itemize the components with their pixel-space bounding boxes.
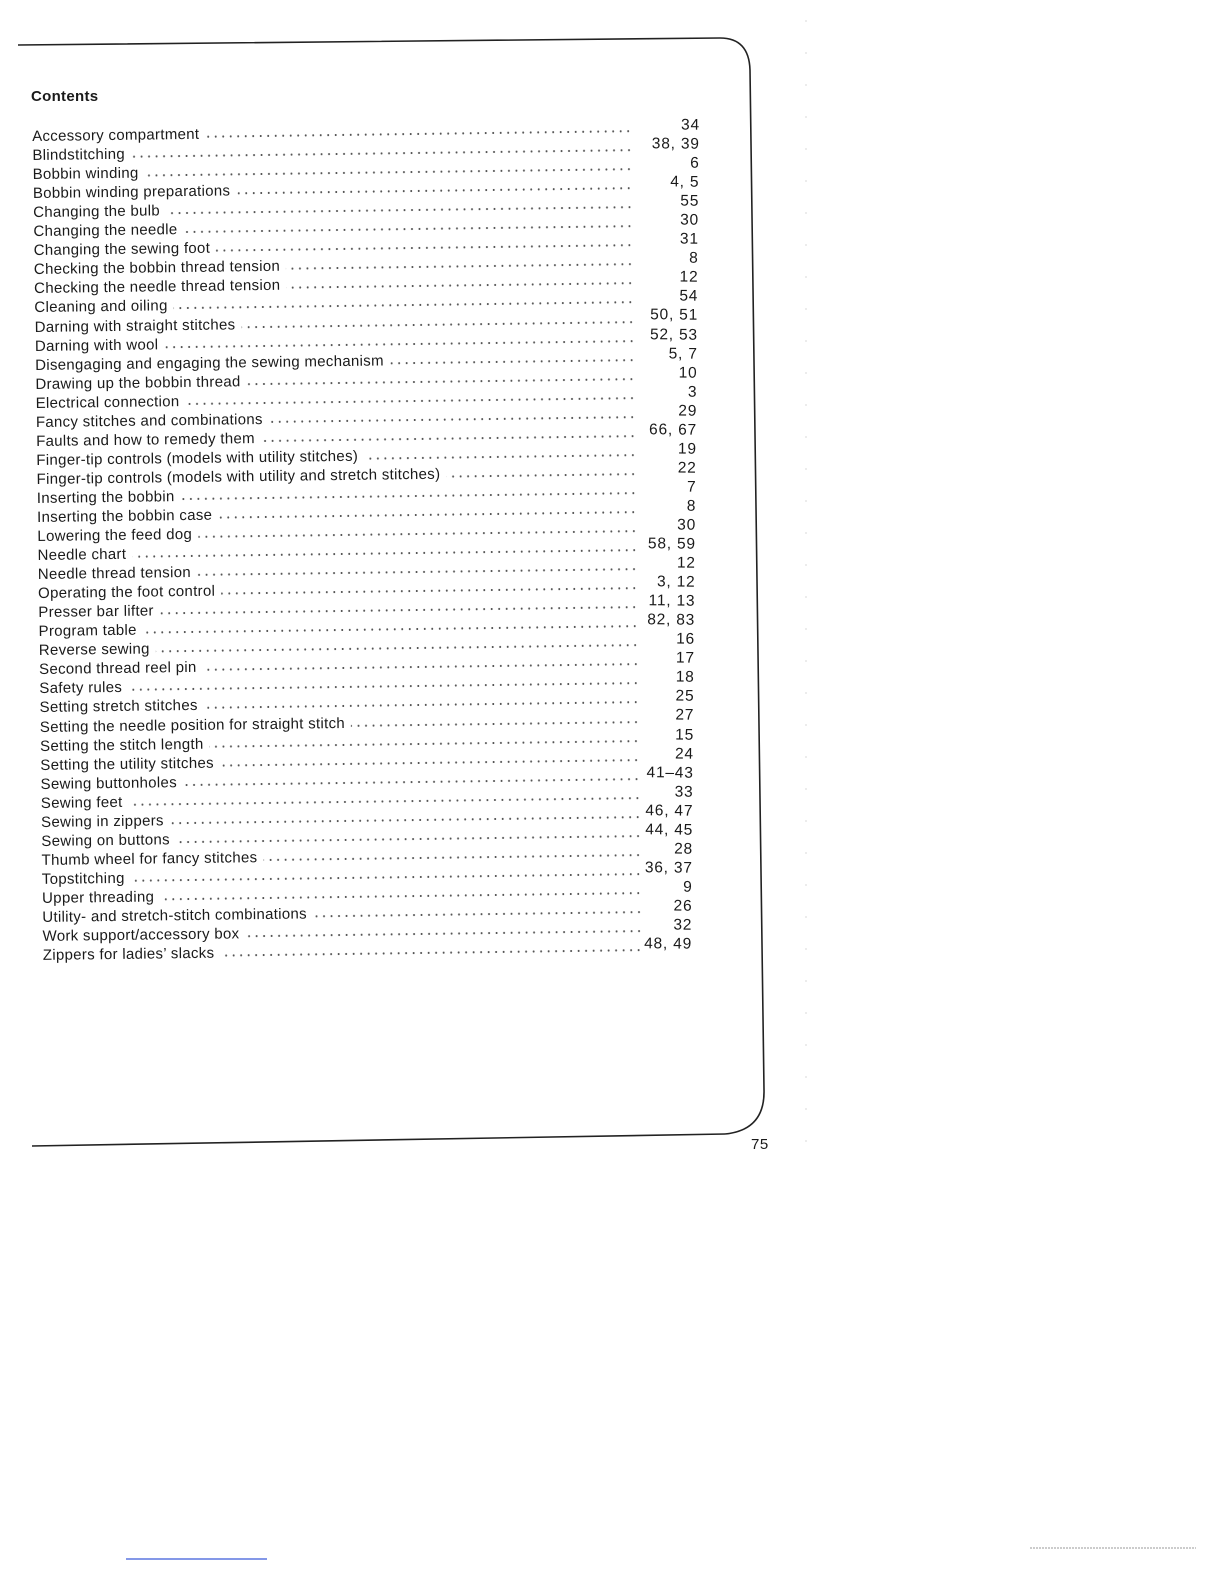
toc-entry-label: Sewing feet xyxy=(40,793,123,812)
toc-entry-pages: 48, 49 xyxy=(644,935,693,953)
toc-entry-pages: 28 xyxy=(674,840,694,858)
toc-entry-pages: 3, 12 xyxy=(656,573,696,591)
toc-entry-label: Zippers for ladies’ slacks xyxy=(42,944,215,964)
toc-entry-label: Checking the bobbin thread tension xyxy=(33,258,281,279)
toc-entry-label: Utility- and stretch-stitch combinations xyxy=(42,905,308,926)
frame-bottom-line xyxy=(32,1134,725,1146)
toc-entry-label: Sewing on buttons xyxy=(41,831,170,850)
toc-entry-pages: 50, 51 xyxy=(650,306,699,325)
dot-leader xyxy=(313,910,642,918)
dot-leader xyxy=(269,415,636,424)
toc-entry-pages: 26 xyxy=(673,897,693,915)
toc-entry-pages: 11, 13 xyxy=(648,592,696,610)
toc-entry-label: Work support/accessory box xyxy=(42,925,240,945)
toc-page-numbers xyxy=(620,115,700,954)
toc-entry-pages: 30 xyxy=(677,516,697,534)
toc-entry-label: Inserting the bobbin case xyxy=(37,506,213,526)
toc-entry-pages: 8 xyxy=(686,497,697,515)
toc-entry-pages: 33 xyxy=(674,783,694,801)
toc-entry-pages: 52, 53 xyxy=(649,325,698,344)
toc-entry-label: Reverse sewing xyxy=(38,640,150,660)
page-number: 75 xyxy=(751,1136,769,1153)
toc-entry-label: Faults and how to remedy them xyxy=(36,429,256,450)
dot-leader xyxy=(263,853,641,862)
toc-entry-label: Sewing in zippers xyxy=(41,812,164,831)
toc-entry-label: Operating the foot control xyxy=(38,582,216,603)
toc-entry-pages: 24 xyxy=(674,745,694,763)
toc-entry-label: Inserting the bobbin xyxy=(36,488,175,507)
toc-entry-label: Changing the sewing foot xyxy=(33,240,211,260)
toc-entry-pages: 29 xyxy=(678,402,698,420)
toc-entry-label: Safety rules xyxy=(39,679,123,698)
toc-entry-pages: 10 xyxy=(678,364,698,382)
toc-entry-label: Electrical connection xyxy=(35,392,180,412)
dot-leader xyxy=(390,358,635,365)
toc-entry-pages: 41–43 xyxy=(646,763,694,782)
toc-entry-pages: 8 xyxy=(689,249,699,268)
dot-leader xyxy=(261,434,636,443)
toc-entry-label: Presser bar lifter xyxy=(38,602,154,622)
toc-entry-pages: 55 xyxy=(680,192,700,210)
dot-leader xyxy=(247,377,636,386)
toc-entry-pages: 17 xyxy=(675,649,695,667)
toc-entry-pages: 16 xyxy=(676,630,696,648)
toc-entry-label: Needle chart xyxy=(37,545,127,565)
toc-entry-label: Setting the needle position for straight stitch xyxy=(39,714,346,736)
toc-entry-label: Program table xyxy=(38,621,137,641)
toc-entry-pages: 46, 47 xyxy=(645,801,694,820)
dot-leader xyxy=(286,263,634,272)
toc-entry-pages: 25 xyxy=(675,687,695,706)
toc-entry-pages: 5, 7 xyxy=(668,344,698,363)
toc-entry-label: Topstitching xyxy=(41,869,125,888)
dot-leader xyxy=(220,948,643,958)
toc-entry-label: Setting stretch stitches xyxy=(39,697,198,717)
toc-entry-label: Darning with straight stitches xyxy=(34,315,236,336)
toc-entry-label: Cleaning and oiling xyxy=(34,297,168,317)
toc-entry-pages: 66, 67 xyxy=(648,420,698,439)
toc-entry-pages: 12 xyxy=(676,554,696,572)
toc-entry-pages: 34 xyxy=(680,116,700,134)
toc-entry-label: Needle thread tension xyxy=(37,564,192,584)
toc-entry-pages: 31 xyxy=(679,230,699,248)
toc-entry-pages: 9 xyxy=(683,878,693,896)
toc-entry-label: Checking the needle thread tension xyxy=(34,277,281,298)
toc-entry-pages: 22 xyxy=(677,459,697,477)
toc-entry-label: Setting the stitch length xyxy=(40,735,204,755)
toc-entry-label: Sewing buttonholes xyxy=(40,773,178,793)
toc-entry-pages: 3 xyxy=(687,383,698,401)
toc-entry-label: Bobbin winding xyxy=(32,164,139,184)
toc-entry-pages: 4, 5 xyxy=(670,173,700,191)
toc-entry-pages: 82, 83 xyxy=(647,611,696,629)
contents-heading: Contents xyxy=(31,88,99,105)
toc-entry-label: Changing the bulb xyxy=(33,202,161,222)
toc-entry-label: Second thread reel pin xyxy=(39,659,197,679)
toc-entry-pages: 38, 39 xyxy=(651,135,700,153)
toc-entry-pages: 12 xyxy=(679,268,699,287)
toc-entry-label: Changing the needle xyxy=(33,221,178,241)
toc-entry-pages: 7 xyxy=(686,478,697,496)
toc-entry-label: Setting the utility stitches xyxy=(40,754,214,774)
toc-entry-label: Upper threading xyxy=(41,888,155,907)
dot-leader xyxy=(286,282,634,291)
dot-leader xyxy=(351,720,640,728)
toc-entry-label: Thumb wheel for fancy stitches xyxy=(41,848,258,869)
toc-entry-pages: 36, 37 xyxy=(644,859,693,877)
toc-entry-label: Accessory compartment xyxy=(32,125,200,146)
toc-entry-pages: 44, 45 xyxy=(645,820,694,839)
frame-right-line xyxy=(725,70,764,1134)
toc-entry-pages: 54 xyxy=(679,287,699,306)
toc-entry-pages: 19 xyxy=(677,440,697,458)
toc-entry-label: Finger-tip controls (models with utility stitches) xyxy=(36,447,359,469)
toc-entry-label: Darning with wool xyxy=(34,335,159,355)
toc-entry-label: Blindstitching xyxy=(32,145,126,165)
dot-leader xyxy=(364,453,636,461)
toc-entry-pages: 15 xyxy=(675,725,695,744)
dot-leader xyxy=(446,472,636,478)
toc-entry-pages: 6 xyxy=(690,154,700,172)
toc-entry-label: Disengaging and engaging the sewing mechanism xyxy=(35,352,384,374)
toc-entry-label: Finger-tip controls (models with utility and stretch stitches) xyxy=(36,465,441,488)
toc-entry-pages: 27 xyxy=(675,706,695,725)
toc-entry-label: Lowering the feed dog xyxy=(37,525,193,545)
frame-top-line xyxy=(18,38,750,70)
toc-labels xyxy=(32,118,643,964)
toc-entry-pages: 58, 59 xyxy=(647,535,696,553)
toc-entry-label: Drawing up the bobbin thread xyxy=(35,372,241,393)
toc-entry-label: Bobbin winding preparations xyxy=(32,182,231,203)
toc-entry-pages: 18 xyxy=(675,668,695,687)
toc-entry-pages: 30 xyxy=(680,211,700,229)
toc-entry-pages: 32 xyxy=(673,916,693,934)
toc-entry-label: Fancy stitches and combinations xyxy=(35,410,263,431)
